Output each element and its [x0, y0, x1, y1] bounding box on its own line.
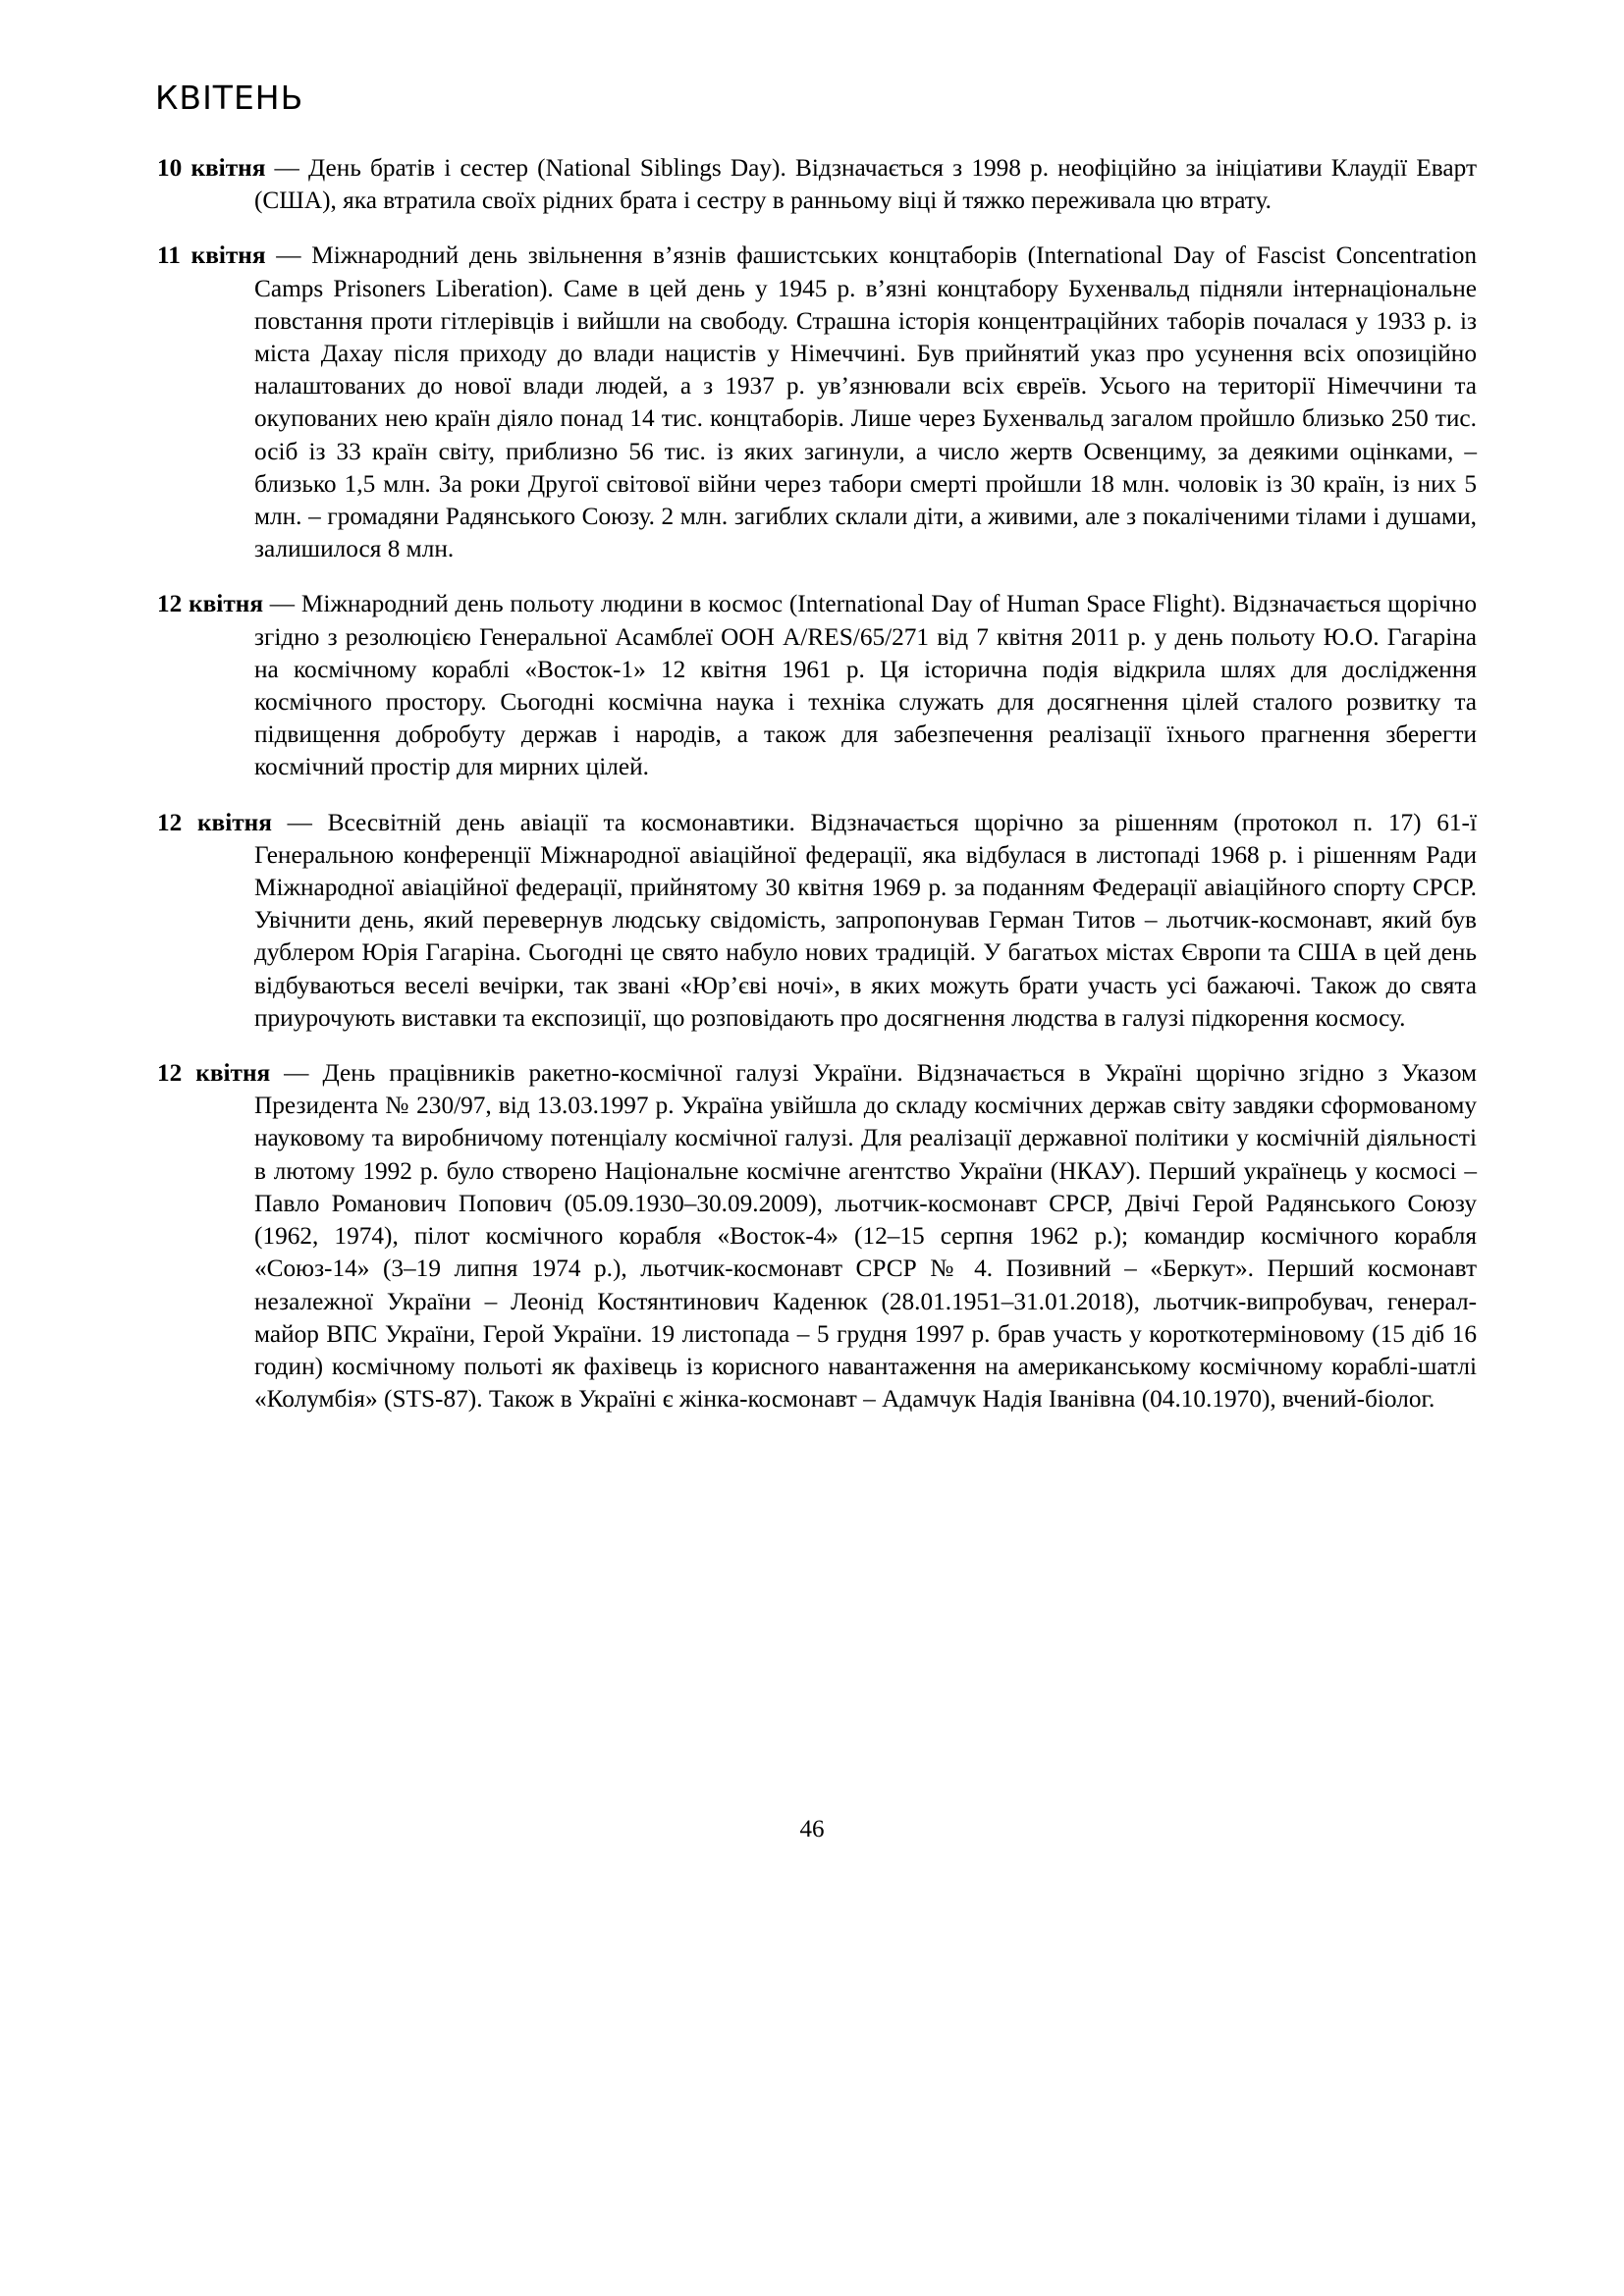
entry-prisoners-liberation-day: [157, 240, 1477, 565]
entry-text: — Міжнародний день польоту людини в космос (International Day of Human Space Flight). Відзначається щорічно згідно з резолюцією Генеральної Асамблеї ООН A/RES/65/271 від 7 квітня 2011 р. у день польоту Ю.О. Гагаріна на космічному кораблі «Восток-1» 12 квітня 1961 р. Ця історична подія відкрила шлях для дослідження космічного простору. Сьогодні космічна наука і техніка служать для досягнення цілей сталого розвитку та підвищення добробуту держав і народів, а також для забезпечення реалізації їхнього прагнення зберегти космічний простір для мирних цілей.: [254, 590, 1478, 781]
entry-text: — Міжнародний день звільнення в’язнів фашистських концтаборів (International Day of Fascist Concentration Camps Prisoners Liberation). Саме в цей день у 1945 р. в’язні концтабору Бухенвальд підняли інтернаціональне повстання проти гітлерівців і вийшли на свободу. Страшна історія концентраційних таборів почалася у 1933 р. із міста Дахау після приходу до влади нацистів у Німеччині. Був прийнятий указ про усунення всіх опозиційно налаштованих до нової влади людей, а з 1937 р. ув’язнювали всіх євреїв. Усього на території Німеччини та окупованих нею країн діяло понад 14 тис. концтаборів. Лише через Бухенвальд загалом пройшло близько 250 тис. осіб із 33 країн світу, приблизно 56 тис. із яких загинули, а число жертв Освенциму, за деякими оцінками, – близько 1,5 млн. За роки Другої світової війни через табори смерті пройшли 18 млн. чоловік із 30 країн, із них 5 млн. – громадяни Радянського Союзу. 2 млн. загиблих склали діти, а живими, але з покаліченими тілами і душами, залишилося 8 млн.: [254, 241, 1477, 563]
entry-date: 11 квітня: [157, 241, 266, 270]
entry-aviation-cosmonautics-day: [157, 807, 1477, 1035]
entry-text: — Всесвітній день авіації та космонавтики. Відзначається щорічно за рішенням (протокол п. 17) 61-ї Генеральною конференції Міжнародної авіаційної федерації, яка відбулася в листопаді 1968 р. і рішенням Ради Міжнародної авіаційної федерації, прийнятому 30 квітня 1969 р. за поданням Федерації авіаційного спорту СРСР. Увічнити день, який перевернув людську свідомість, запропонував Герман Титов – льотчик-космонавт, який був дублером Юрія Гагаріна. Сьогодні це свято набуло нових традицій. У багатьох містах Європи та США в цей день відбуваються веселі вечірки, так звані «Юр’єві ночі», в яких можуть брати участь усі бажаючі. Також до свята приурочують виставки та експозиції, що розповідають про досягнення людства в галузі підкорення космосу.: [254, 808, 1477, 1032]
entry-date: 10 квітня: [157, 154, 266, 182]
page-number: 46: [799, 1816, 825, 1842]
entry-rocket-space-industry-day: [157, 1057, 1477, 1415]
entry-text: — День братів і сестер (National Siblings Day). Відзначається з 1998 р. неофіційно за ініціативи Клаудії Еварт (США), яка втратила своїх рідних брата і сестру в ранньому віці й тяжко переживала цю втрату.: [254, 154, 1477, 215]
entry-human-space-flight-day: [157, 588, 1477, 783]
entry-date: 12 квітня: [157, 1059, 271, 1088]
entry-national-siblings-day: [157, 152, 1477, 217]
page-heading: КВІТЕНЬ: [155, 79, 304, 117]
entry-text: — День працівників ракетно-космічної галузі України. Відзначається в Україні щорічно згідно з Указом Президента № 230/97, від 13.03.1997 р. Україна увійшла до складу космічних держав світу завдяки сформованому науковому та виробничому потенціалу космічної галузі. Для реалізації державної політики у космічній діяльності в лютому 1992 р. було створено Національне космічне агентство України (НКАУ). Перший українець у космосі – Павло Романович Попович (05.09.1930–30.09.2009), льотчик-космонавт СРСР, Двічі Герой Радянського Союзу (1962, 1974), пілот космічного корабля «Восток-4» (12–15 серпня 1962 р.); командир космічного корабля «Союз-14» (3–19 липня 1974 р.), льотчик-космонавт СРСР № 4. Позивний – «Беркут». Перший космонавт незалежної України – Леонід Костянтинович Каденюк (28.01.1951–31.01.2018), льотчик-випробувач, генерал-майор ВПС України, Герой України. 19 листопада – 5 грудня 1997 р. брав участь у короткотерміновому (15 діб 16 годин) космічному польоті як фахівець із корисного навантаження на американському космічному кораблі-шатлі «Колумбія» (STS-87). Також в Україні є жінка-космонавт – Адамчук Надія Іванівна (04.10.1970), вчений-біолог.: [254, 1059, 1477, 1414]
entry-date: 12 квітня: [157, 590, 264, 618]
entries-list: [157, 152, 1477, 1438]
entry-date: 12 квітня: [157, 808, 272, 836]
